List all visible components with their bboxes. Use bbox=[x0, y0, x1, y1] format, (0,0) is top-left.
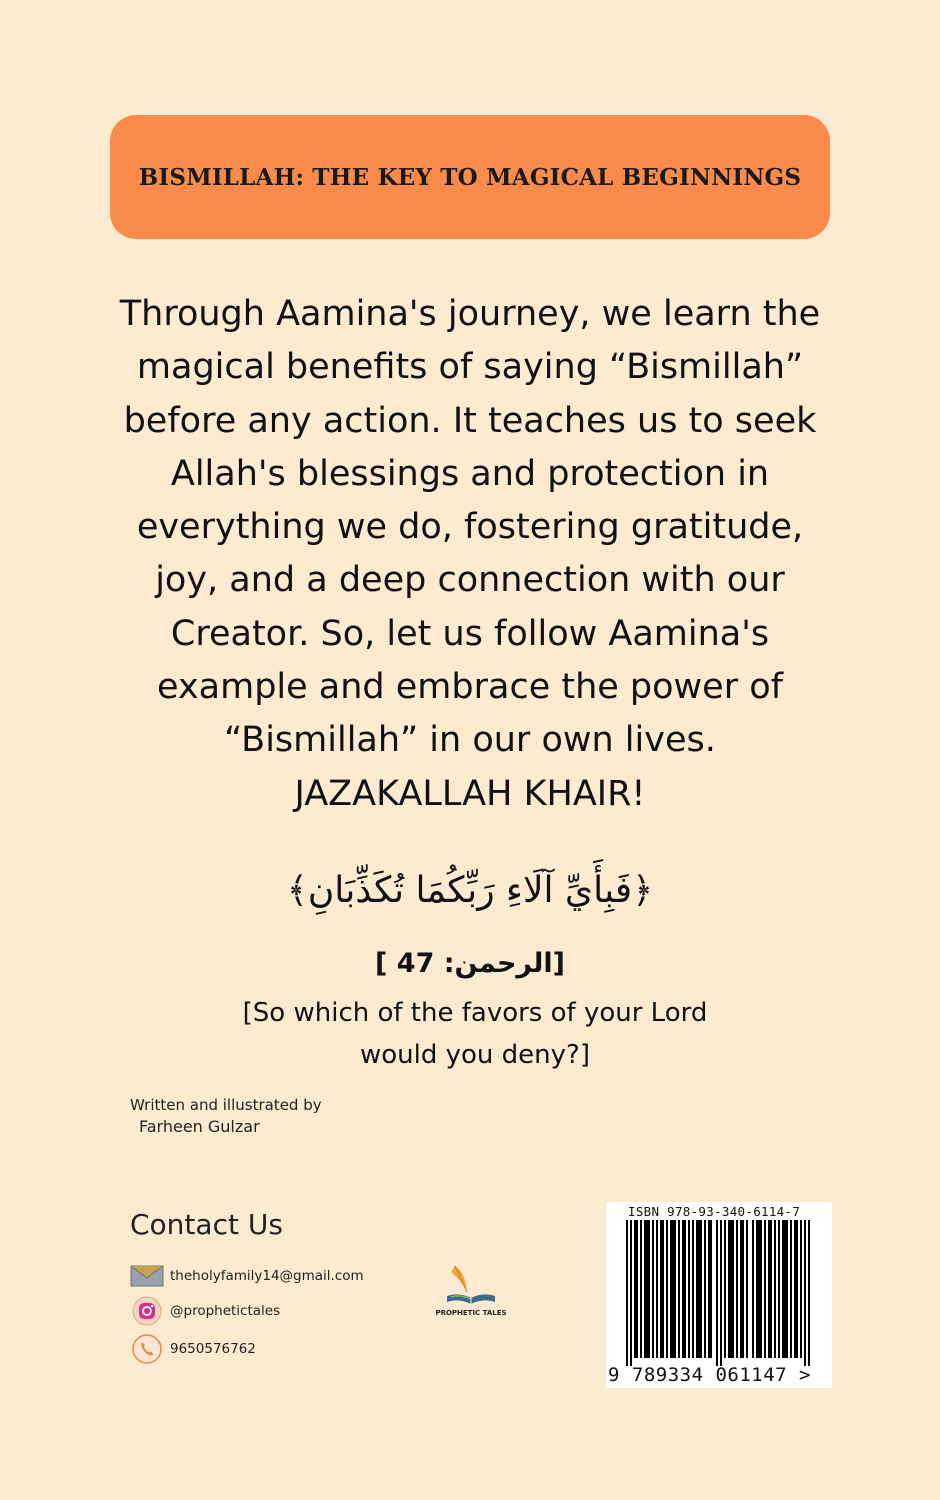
body-line: Allah's blessings and protection in bbox=[170, 453, 770, 494]
verse-translation bbox=[180, 992, 770, 1076]
body-line: “Bismillah” in our own lives. bbox=[224, 720, 716, 761]
body-line: example and embrace the power of bbox=[157, 667, 783, 708]
body-line: magical benefits of saying “Bismillah” bbox=[136, 347, 804, 388]
contact-instagram-row bbox=[130, 1296, 280, 1326]
title-banner bbox=[110, 115, 830, 239]
body-line: Through Aamina's journey, we learn the bbox=[119, 294, 821, 334]
isbn-barcode bbox=[606, 1202, 832, 1388]
banner-title: BISMILLAH: THE KEY TO MAGICAL BEGINNINGS bbox=[138, 163, 802, 191]
translation-line: [So which of the favors of your Lord bbox=[242, 998, 708, 1028]
envelope-icon bbox=[130, 1261, 164, 1291]
phone-icon bbox=[130, 1334, 164, 1364]
author-credit bbox=[130, 1094, 322, 1138]
quran-verse-arabic: ﴿فَبِأَيِّ آلَاءِ رَبِّكُمَا تُكَذِّبَانِ﴾ bbox=[286, 870, 654, 911]
publisher-name: PROPHETIC TALES bbox=[435, 1309, 507, 1317]
phone-number[interactable]: 9650576762 bbox=[170, 1341, 256, 1357]
body-paragraph bbox=[60, 288, 880, 821]
body-line: Creator. So, let us follow Aamina's bbox=[170, 613, 770, 654]
closing-line: JAZAKALLAH KHAIR! bbox=[294, 773, 646, 814]
instagram-handle[interactable]: @prophetictales bbox=[170, 1303, 281, 1319]
barcode-bars bbox=[606, 1220, 832, 1366]
body-line: everything we do, fostering gratitude, bbox=[136, 507, 804, 548]
author-name: Farheen Gulzar bbox=[139, 1117, 260, 1136]
book-quill-icon bbox=[441, 1262, 501, 1308]
verse-reference: [الرحمن: 47 ] bbox=[375, 948, 565, 979]
contact-heading: Contact Us bbox=[130, 1208, 283, 1241]
contact-email-row bbox=[130, 1261, 364, 1291]
isbn-label: ISBN 978-93-340-6114-7 bbox=[628, 1204, 801, 1219]
publisher-logo bbox=[436, 1262, 506, 1322]
email-link[interactable]: theholyfamily14@gmail.com bbox=[170, 1268, 364, 1284]
instagram-icon bbox=[130, 1296, 164, 1326]
credit-label: Written and illustrated by bbox=[130, 1096, 322, 1114]
barcode-number: 9 789334 061147 > bbox=[608, 1364, 811, 1386]
contact-phone-row bbox=[130, 1334, 256, 1364]
body-line: before any action. It teaches us to seek bbox=[123, 400, 817, 441]
translation-line: would you deny?] bbox=[360, 1040, 590, 1070]
body-line: joy, and a deep connection with our bbox=[155, 560, 785, 601]
